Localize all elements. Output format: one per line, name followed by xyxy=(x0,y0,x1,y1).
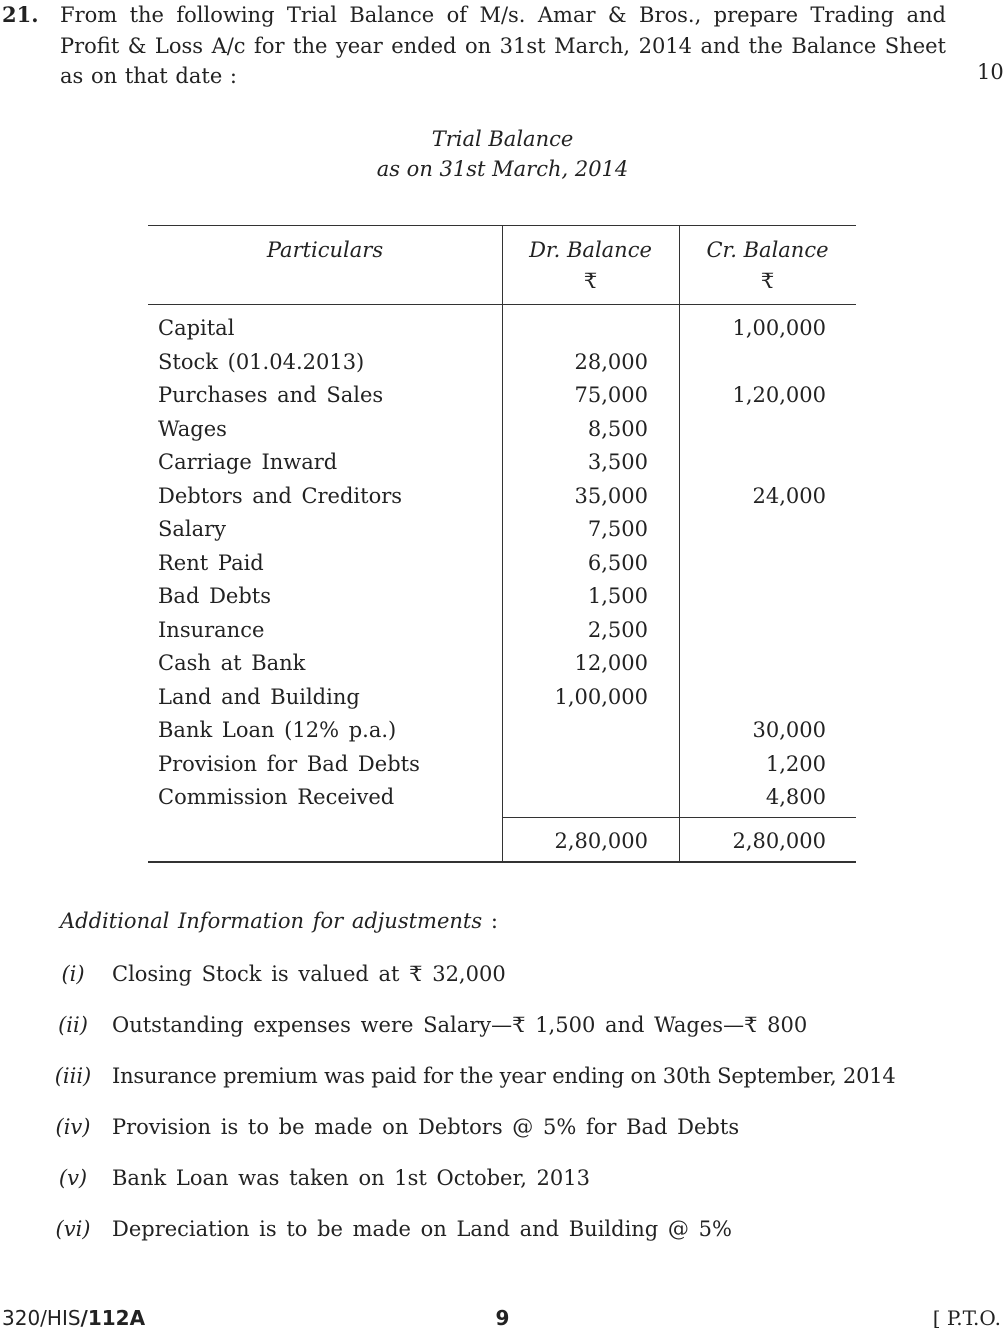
table-row: Land and Building 1,00,000 xyxy=(158,684,648,709)
adjustment-item: (vi) Depreciation is to be made on Land and Building @ 5% xyxy=(55,1217,732,1241)
rupee-icon: ₹ xyxy=(760,269,775,293)
trial-balance-title: Trial Balance xyxy=(431,127,574,151)
totals-row xyxy=(148,829,856,862)
adjustment-item: (iv) Provision is to be made on Debtors @ 5% for Bad Debts xyxy=(55,1115,740,1139)
table-row: Wages 8,500 xyxy=(158,416,648,441)
table-row: Commission Received 4,800 xyxy=(158,785,826,809)
table-row: Debtors and Creditors 35,000 24,000 xyxy=(158,483,826,508)
table-row: Carriage Inward 3,500 xyxy=(158,450,648,474)
question-number: 21. xyxy=(2,2,39,27)
table-row: Bad Debts 1,500 xyxy=(158,584,648,608)
table-row: Cash at Bank 12,000 xyxy=(158,651,648,675)
page-number: 9 xyxy=(495,1306,510,1330)
rupee-icon: ₹ xyxy=(583,269,598,293)
total-dr: 2,80,000 xyxy=(554,829,648,853)
table-row: Purchases and Sales 75,000 1,20,000 xyxy=(158,383,826,407)
question-marks: 10 xyxy=(977,60,1004,84)
table-row: Salary 7,500 xyxy=(158,517,648,541)
table-row: Capital 1,00,000 xyxy=(158,316,826,340)
question-text: From the following Trial Balance of M/s. Amar & Bros., prepare Trading and Profit & Loss A/c for the year ended on 31st March, 2014 and the Balance Sheet as on that date : xyxy=(60,3,946,88)
table-row: Insurance 2,500 xyxy=(158,617,648,642)
pto-label: [ P.T.O. xyxy=(932,1306,1001,1330)
additional-info-heading: Additional Information for adjustments : xyxy=(60,909,498,933)
header-particulars: Particulars xyxy=(266,238,384,262)
total-cr: 2,80,000 xyxy=(732,829,826,853)
adjustment-item: (i) Closing Stock is valued at ₹ 32,000 xyxy=(61,962,506,986)
trial-balance-subtitle: as on 31st March, 2014 xyxy=(376,157,629,181)
adjustment-item: (v) Bank Loan was taken on 1st October, 2013 xyxy=(58,1166,590,1190)
adjustment-item: (iii) Insurance premium was paid for the year ending on 30th September, 2014 xyxy=(54,1064,896,1088)
table-row: Bank Loan (12% p.a.) 30,000 xyxy=(158,718,826,742)
table-row: Stock (01.04.2013) 28,000 xyxy=(158,349,648,374)
trial-balance-table xyxy=(148,225,856,862)
paper-code: 320/HIS/112A xyxy=(2,1306,146,1330)
header-dr-balance: Dr. Balance ₹ xyxy=(502,235,679,297)
adjustment-item: (ii) Outstanding expenses were Salary—₹ 1,500 and Wages—₹ 800 xyxy=(58,1013,808,1037)
table-row: Rent Paid 6,500 xyxy=(158,550,648,575)
header-cr-balance: Cr. Balance ₹ xyxy=(679,235,856,297)
table-row: Provision for Bad Debts 1,200 xyxy=(158,751,826,776)
